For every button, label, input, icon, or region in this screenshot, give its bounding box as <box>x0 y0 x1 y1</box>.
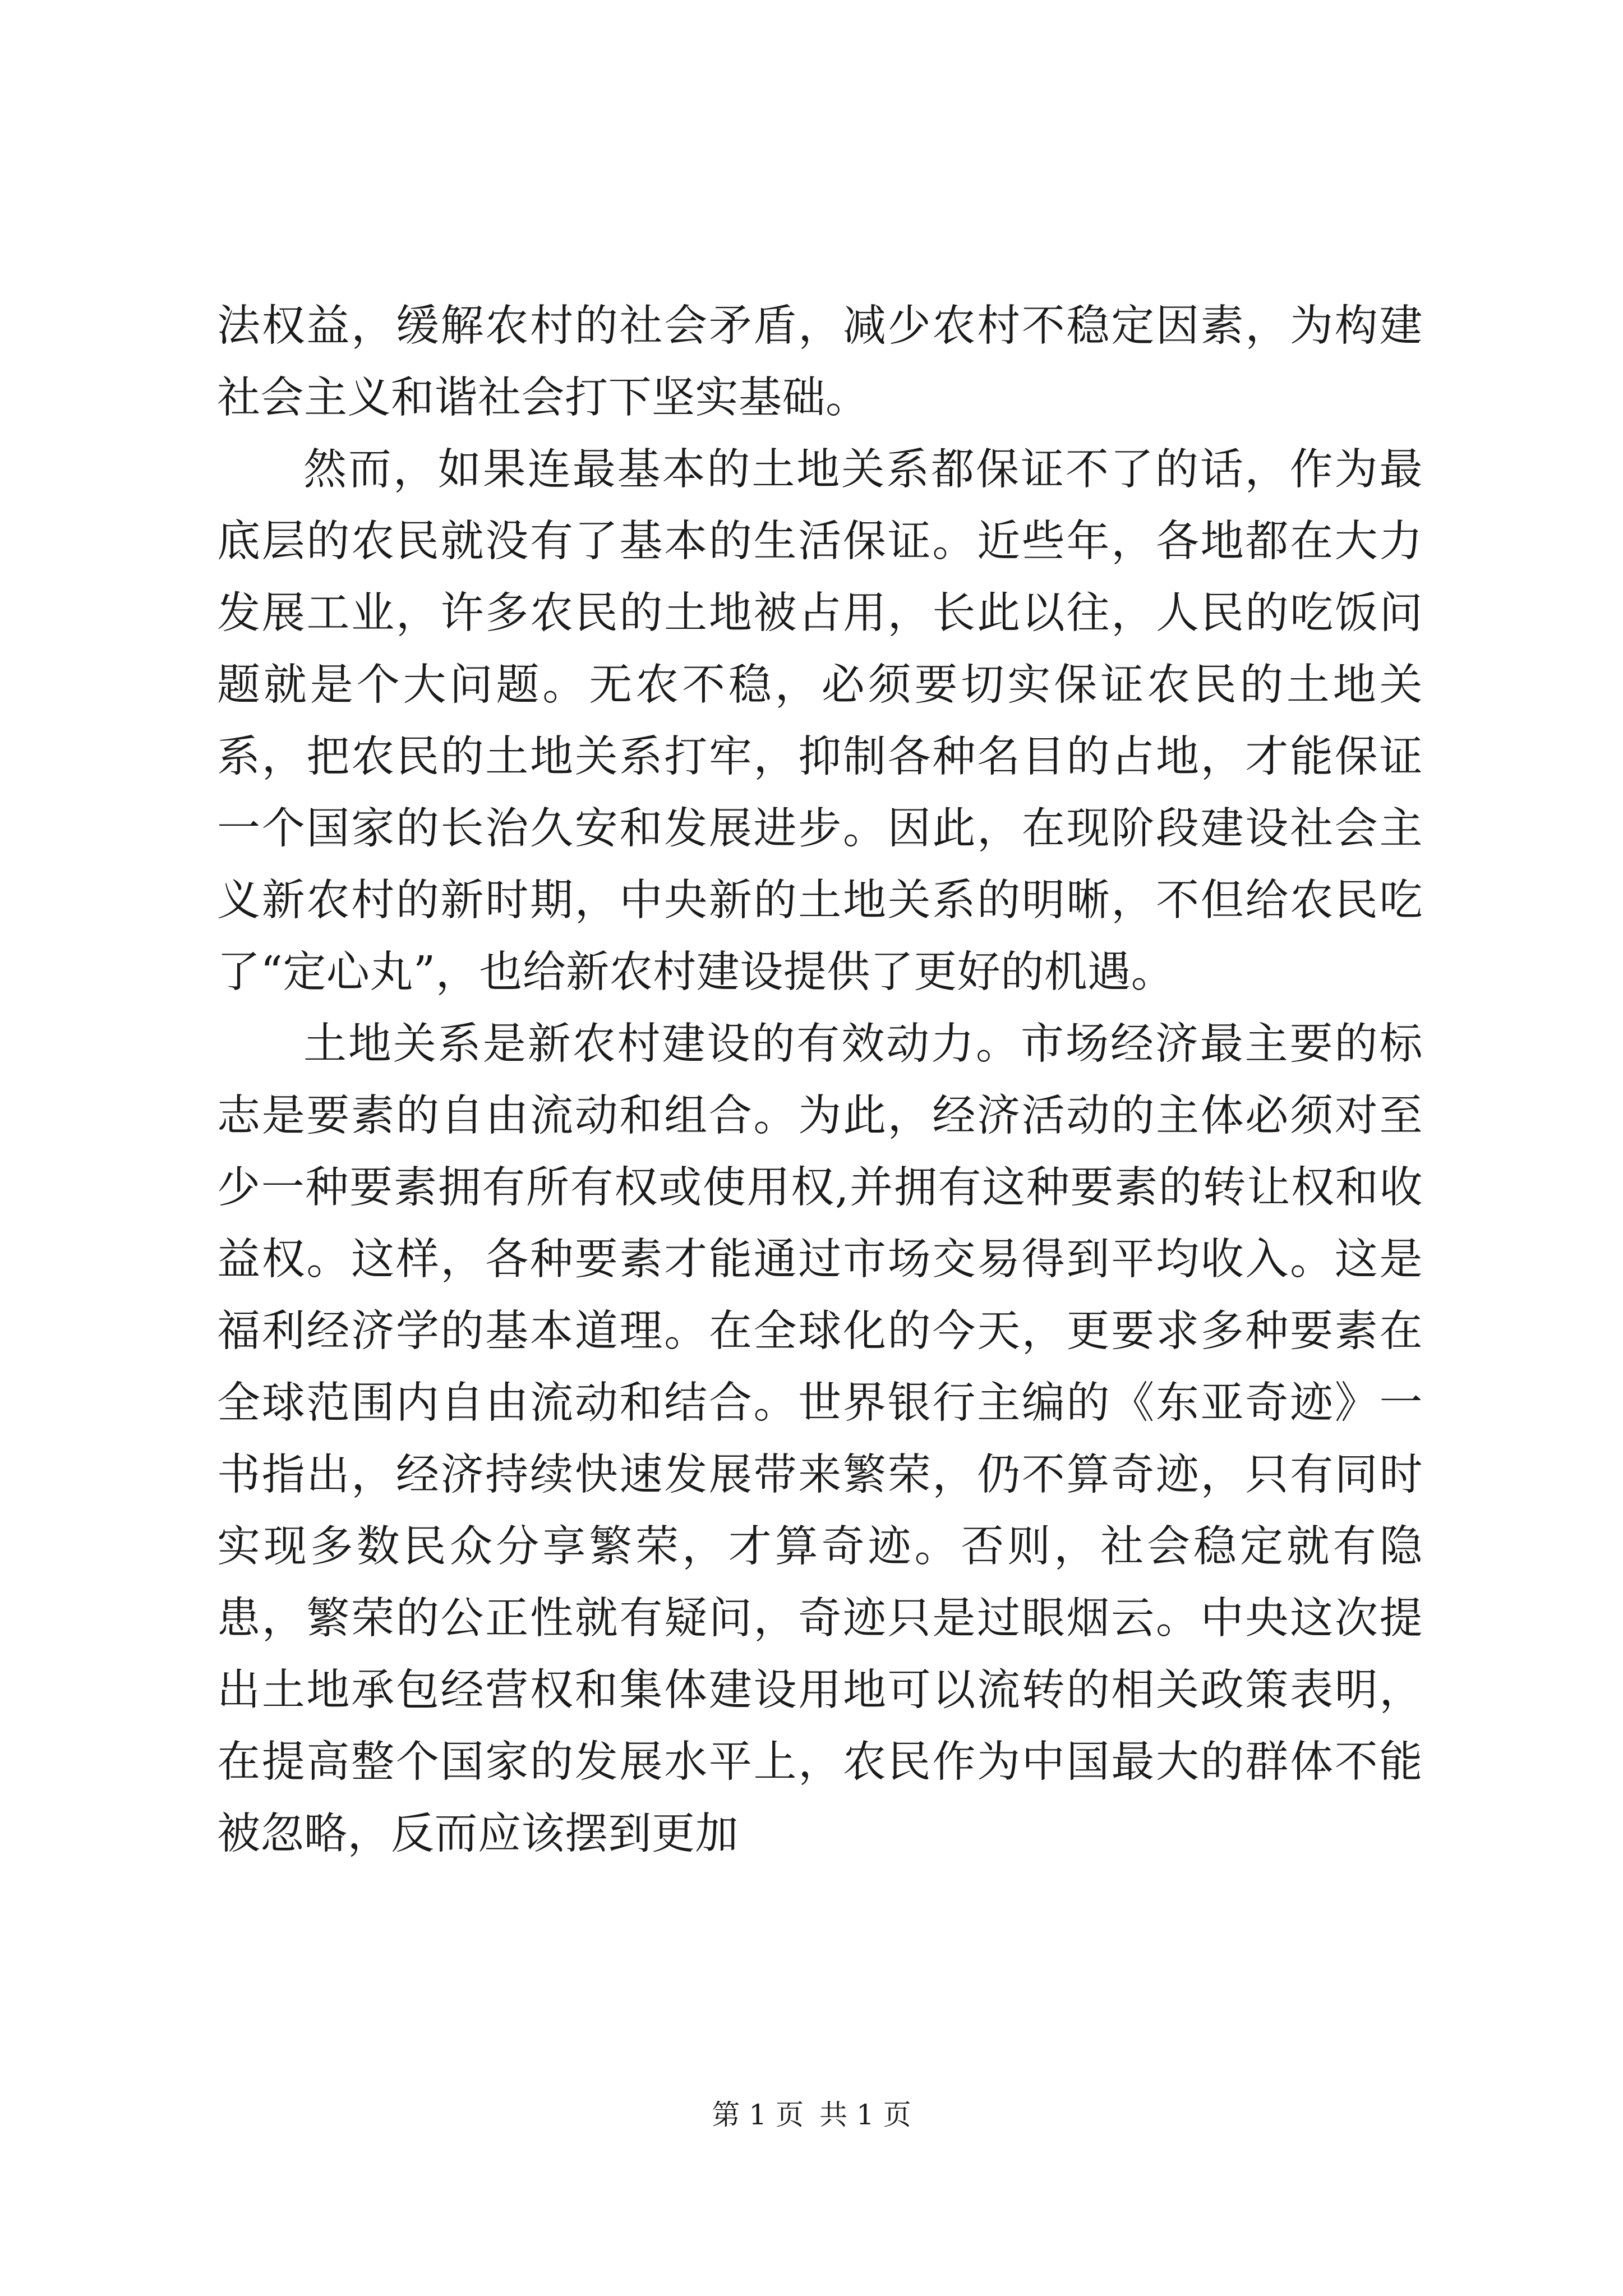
page-total: 共 1 页 <box>819 2099 911 2131</box>
paragraph-land-relations-driving-force: 土地关系是新农村建设的有效动力。市场经济最主要的标志是要素的自由流动和组合。为此，经济活动的主体必须对至少一种要素拥有所有权或使用权,并拥有这种要素的转让权和收益权。这样，各种要素才能通过市场交易得到平均收入。这是福利经济学的基本道理。在全球化的今天，更要求多种要素在全球范围内自由流动和结合。世界银行主编的《东亚奇迹》一书指出，经济持续快速发展带来繁荣，仍不算奇迹，只有同时实现多数民众分享繁荣，才算奇迹。否则，社会稳定就有隐患，繁荣的公正性就有疑问，奇迹只是过眼烟云。中央这次提出土地承包经营权和集体建设用地可以流转的相关政策表明，在提高整个国家的发展水平上，农民作为中国最大的群体不能被忽略，反而应该摆到更加 <box>217 1019 1423 1859</box>
page-footer <box>0 2097 1623 2133</box>
document-body <box>217 291 1423 1870</box>
paragraph-land-relations-guarantee: 然而，如果连最基本的土地关系都保证不了的话，作为最底层的农民就没有了基本的生活保证。近些年，各地都在大力发展工业，许多农民的土地被占用，长此以往，人民的吃饭问题就是个大问题。无农不稳，必须要切实保证农民的土地关系，把农民的土地关系打牢，抑制各种名目的占地，才能保证一个国家的长治久安和发展进步。因此，在现阶段建设社会主义新农村的新时期，中央新的土地关系的明晰，不但给农民吃了“定心丸”，也给新农村建设提供了更好的机遇。 <box>217 445 1423 997</box>
page-number: 第 1 页 <box>712 2099 804 2131</box>
paragraph-continuation: 法权益，缓解农村的社会矛盾，减少农村不稳定因素，为构建社会主义和谐社会打下坚实基础。 <box>217 301 1423 423</box>
